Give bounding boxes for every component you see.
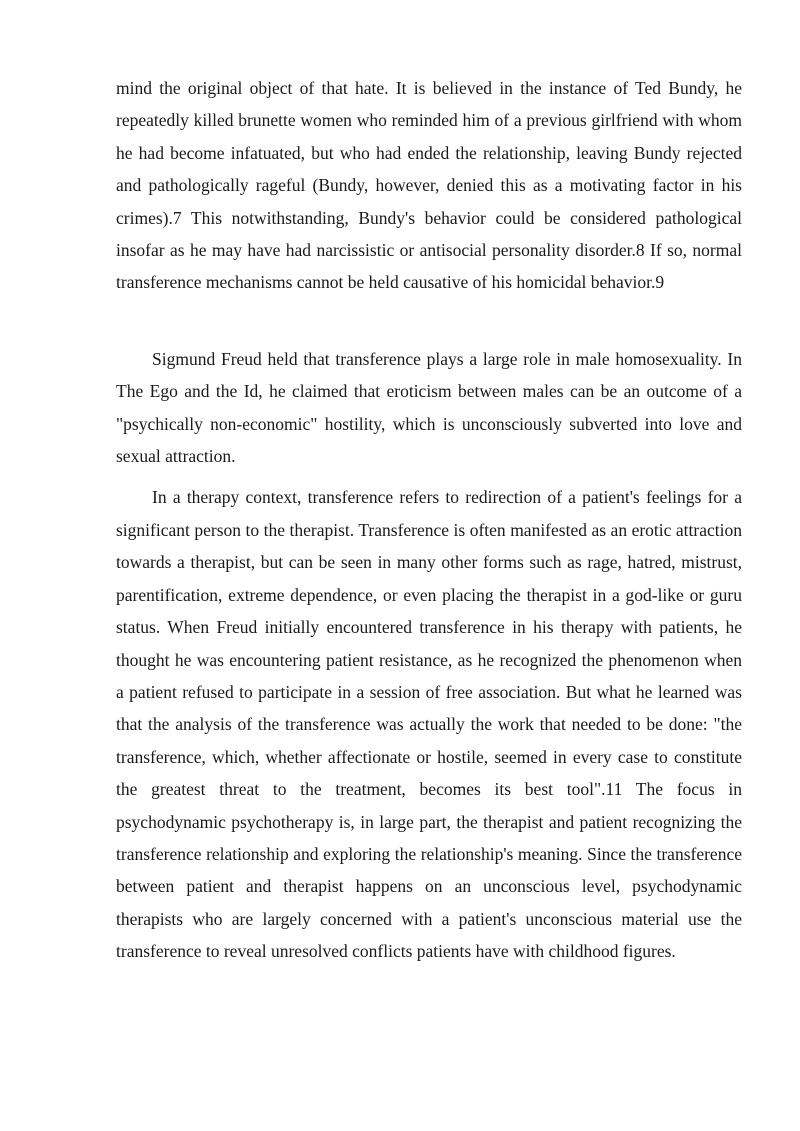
paragraph-therapy-context: In a therapy context, transference refers to redirection of a patient's feelings for a significant person to the therapist. Transference is often manifested as an erotic attraction towards a therapist, but can be seen in many other forms such as rage, hatred, mistrust, parentification, extreme dependence, or even placing the therapist in a god-like or guru status. When Freud initially encountered transference in his therapy with patients, he thought he was encountering patient resistance, as he recognized the phenomenon when a patient refused to participate in a session of free association. But what he learned was that the analysis of the transference was actually the work that needed to be done: "the transference, which, whether affectionate or hostile, seemed in every case to constitute the greatest threat to the treatment, becomes its best tool".11 The focus in psychodynamic psychotherapy is, in large part, the therapist and patient recognizing the transference relationship and exploring the relationship's meaning. Since the transference between patient and therapist happens on an unconscious level, psychodynamic therapists who are largely concerned with a patient's unconscious material use the transference to reveal unresolved conflicts patients have with childhood figures. <box>116 487 742 962</box>
paragraph-freud-homosexuality: Sigmund Freud held that transference plays a large role in male homosexuality. In The Ego and the Id, he claimed that eroticism between males can be an outcome of a "psychically non-economic" hostility, which is unconsciously subverted into love and sexual attraction. <box>116 348 742 467</box>
document-page <box>116 72 742 968</box>
paragraph-ted-bundy: mind the original object of that hate. It is believed in the instance of Ted Bundy, he repeatedly killed brunette women who reminded him of a previous girlfriend with whom he had become infatuated, but who had ended the relationship, leaving Bundy rejected and pathologically rageful (Bundy, however, denied this as a motivating factor in his crimes).7 This notwithstanding, Bundy's behavior could be considered pathological insofar as he may have had narcissistic or antisocial personality disorder.8 If so, normal transference mechanisms cannot be held causative of his homicidal behavior.9 <box>116 78 742 293</box>
